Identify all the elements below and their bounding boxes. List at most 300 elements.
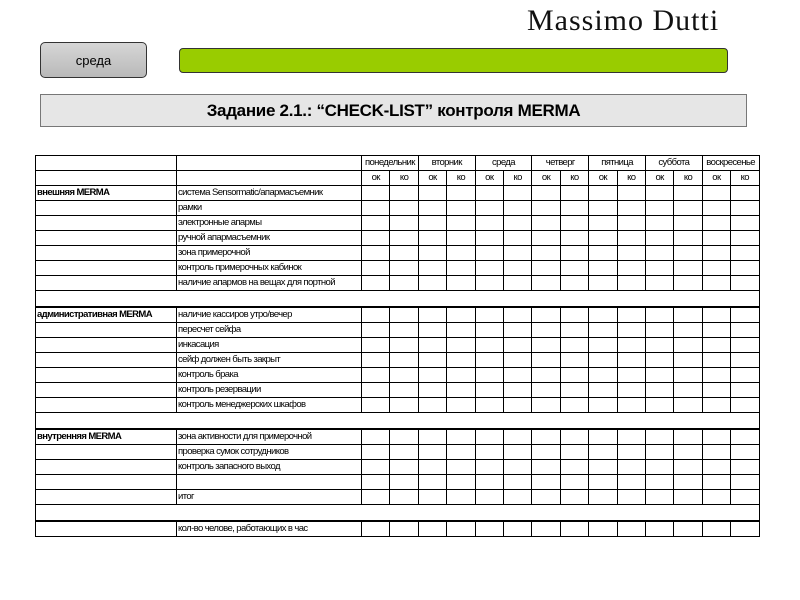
check-cell[interactable] bbox=[475, 475, 503, 490]
check-cell[interactable] bbox=[674, 383, 702, 398]
check-cell[interactable] bbox=[731, 186, 759, 201]
check-cell[interactable] bbox=[589, 307, 617, 323]
check-cell[interactable] bbox=[475, 353, 503, 368]
check-cell[interactable] bbox=[560, 445, 588, 460]
check-cell[interactable] bbox=[560, 246, 588, 261]
check-cell[interactable] bbox=[645, 368, 673, 383]
check-cell[interactable] bbox=[731, 383, 759, 398]
check-cell[interactable] bbox=[674, 231, 702, 246]
check-cell[interactable] bbox=[362, 460, 390, 475]
ko-header: ко bbox=[390, 171, 418, 186]
check-cell[interactable] bbox=[702, 201, 730, 216]
check-cell[interactable] bbox=[589, 338, 617, 353]
check-cell[interactable] bbox=[390, 246, 418, 261]
check-cell[interactable] bbox=[418, 383, 446, 398]
check-cell[interactable] bbox=[674, 460, 702, 475]
check-cell[interactable] bbox=[731, 231, 759, 246]
check-cell[interactable] bbox=[532, 490, 560, 505]
check-cell[interactable] bbox=[362, 231, 390, 246]
check-cell[interactable] bbox=[418, 231, 446, 246]
check-cell[interactable] bbox=[475, 186, 503, 201]
check-cell[interactable] bbox=[532, 521, 560, 537]
check-cell[interactable] bbox=[475, 246, 503, 261]
check-cell[interactable] bbox=[589, 246, 617, 261]
check-cell[interactable] bbox=[702, 338, 730, 353]
check-cell[interactable] bbox=[674, 398, 702, 413]
check-cell[interactable] bbox=[702, 231, 730, 246]
check-cell[interactable] bbox=[645, 398, 673, 413]
check-cell[interactable] bbox=[589, 186, 617, 201]
check-cell[interactable] bbox=[731, 338, 759, 353]
check-cell[interactable] bbox=[617, 445, 645, 460]
check-cell[interactable] bbox=[731, 398, 759, 413]
check-cell[interactable] bbox=[447, 231, 475, 246]
check-cell[interactable] bbox=[447, 216, 475, 231]
check-cell[interactable] bbox=[390, 475, 418, 490]
check-cell[interactable] bbox=[362, 276, 390, 291]
check-cell[interactable] bbox=[475, 261, 503, 276]
check-cell[interactable] bbox=[589, 323, 617, 338]
section-cell bbox=[36, 383, 177, 398]
check-cell[interactable] bbox=[362, 186, 390, 201]
check-cell[interactable] bbox=[645, 475, 673, 490]
check-cell[interactable] bbox=[362, 383, 390, 398]
check-cell[interactable] bbox=[390, 490, 418, 505]
check-cell[interactable] bbox=[447, 186, 475, 201]
check-cell[interactable] bbox=[674, 475, 702, 490]
check-cell[interactable] bbox=[362, 521, 390, 537]
check-cell[interactable] bbox=[447, 475, 475, 490]
check-cell[interactable] bbox=[447, 323, 475, 338]
check-cell[interactable] bbox=[674, 216, 702, 231]
check-cell[interactable] bbox=[418, 490, 446, 505]
check-cell[interactable] bbox=[362, 475, 390, 490]
check-cell[interactable] bbox=[532, 261, 560, 276]
check-cell[interactable] bbox=[645, 323, 673, 338]
section-cell bbox=[36, 261, 177, 276]
check-cell[interactable] bbox=[617, 201, 645, 216]
check-cell[interactable] bbox=[475, 490, 503, 505]
check-cell[interactable] bbox=[362, 445, 390, 460]
check-cell[interactable] bbox=[645, 246, 673, 261]
check-cell[interactable] bbox=[362, 201, 390, 216]
check-cell[interactable] bbox=[674, 323, 702, 338]
section-cell: внешняя MERMA bbox=[36, 186, 177, 201]
check-cell[interactable] bbox=[645, 383, 673, 398]
spacer-row bbox=[36, 291, 760, 308]
section-cell bbox=[36, 353, 177, 368]
check-cell[interactable] bbox=[731, 460, 759, 475]
check-cell[interactable] bbox=[475, 368, 503, 383]
check-cell[interactable] bbox=[362, 246, 390, 261]
check-cell[interactable] bbox=[532, 475, 560, 490]
check-cell[interactable] bbox=[589, 231, 617, 246]
check-cell[interactable] bbox=[503, 383, 531, 398]
check-cell[interactable] bbox=[560, 383, 588, 398]
check-cell[interactable] bbox=[617, 383, 645, 398]
check-cell[interactable] bbox=[674, 246, 702, 261]
check-cell[interactable] bbox=[447, 368, 475, 383]
check-cell[interactable] bbox=[532, 186, 560, 201]
check-cell[interactable] bbox=[617, 276, 645, 291]
check-cell[interactable] bbox=[702, 398, 730, 413]
check-cell[interactable] bbox=[447, 398, 475, 413]
check-cell[interactable] bbox=[532, 216, 560, 231]
check-cell[interactable] bbox=[503, 475, 531, 490]
check-cell[interactable] bbox=[532, 307, 560, 323]
check-cell[interactable] bbox=[674, 429, 702, 445]
ok-header: ок bbox=[418, 171, 446, 186]
check-cell[interactable] bbox=[447, 460, 475, 475]
check-cell[interactable] bbox=[560, 475, 588, 490]
check-cell[interactable] bbox=[589, 276, 617, 291]
check-cell[interactable] bbox=[418, 323, 446, 338]
check-cell[interactable] bbox=[731, 445, 759, 460]
check-cell[interactable] bbox=[731, 490, 759, 505]
check-cell[interactable] bbox=[418, 186, 446, 201]
check-cell[interactable] bbox=[645, 216, 673, 231]
check-cell[interactable] bbox=[390, 338, 418, 353]
item-cell: контроль менеджерских шкафов bbox=[177, 398, 362, 413]
check-cell[interactable] bbox=[418, 398, 446, 413]
check-cell[interactable] bbox=[674, 368, 702, 383]
check-cell[interactable] bbox=[731, 261, 759, 276]
check-cell[interactable] bbox=[702, 307, 730, 323]
check-cell[interactable] bbox=[362, 307, 390, 323]
check-cell[interactable] bbox=[418, 445, 446, 460]
check-cell[interactable] bbox=[589, 216, 617, 231]
check-cell[interactable] bbox=[560, 490, 588, 505]
check-cell[interactable] bbox=[532, 460, 560, 475]
check-cell[interactable] bbox=[475, 307, 503, 323]
check-cell[interactable] bbox=[589, 398, 617, 413]
check-cell[interactable] bbox=[560, 460, 588, 475]
day-header: вторник bbox=[418, 156, 475, 171]
check-cell[interactable] bbox=[702, 216, 730, 231]
check-cell[interactable] bbox=[503, 186, 531, 201]
check-cell[interactable] bbox=[674, 261, 702, 276]
check-cell[interactable] bbox=[362, 338, 390, 353]
check-cell[interactable] bbox=[390, 323, 418, 338]
check-cell[interactable] bbox=[475, 383, 503, 398]
check-cell[interactable] bbox=[390, 398, 418, 413]
section-cell bbox=[36, 398, 177, 413]
check-cell[interactable] bbox=[731, 429, 759, 445]
check-cell[interactable] bbox=[418, 261, 446, 276]
check-cell[interactable] bbox=[390, 383, 418, 398]
check-cell[interactable] bbox=[617, 353, 645, 368]
check-cell[interactable] bbox=[674, 186, 702, 201]
item-cell: ручной апармасъемник bbox=[177, 231, 362, 246]
check-cell[interactable] bbox=[560, 216, 588, 231]
check-cell[interactable] bbox=[475, 323, 503, 338]
item-cell: наличие кассиров утро/вечер bbox=[177, 307, 362, 323]
check-cell[interactable] bbox=[390, 307, 418, 323]
check-cell[interactable] bbox=[447, 246, 475, 261]
check-cell[interactable] bbox=[390, 276, 418, 291]
check-cell[interactable] bbox=[447, 276, 475, 291]
check-cell[interactable] bbox=[503, 201, 531, 216]
check-cell[interactable] bbox=[390, 429, 418, 445]
check-cell[interactable] bbox=[418, 338, 446, 353]
check-cell[interactable] bbox=[702, 368, 730, 383]
check-cell[interactable] bbox=[617, 490, 645, 505]
check-cell[interactable] bbox=[532, 323, 560, 338]
check-cell[interactable] bbox=[475, 521, 503, 537]
check-cell[interactable] bbox=[532, 368, 560, 383]
check-cell[interactable] bbox=[702, 261, 730, 276]
check-cell[interactable] bbox=[617, 216, 645, 231]
check-cell[interactable] bbox=[362, 429, 390, 445]
check-cell[interactable] bbox=[532, 231, 560, 246]
check-cell[interactable] bbox=[390, 445, 418, 460]
check-cell[interactable] bbox=[617, 368, 645, 383]
check-cell[interactable] bbox=[731, 201, 759, 216]
check-cell[interactable] bbox=[390, 368, 418, 383]
check-cell[interactable] bbox=[645, 276, 673, 291]
check-cell[interactable] bbox=[503, 323, 531, 338]
check-cell[interactable] bbox=[645, 521, 673, 537]
check-cell[interactable] bbox=[560, 307, 588, 323]
check-cell[interactable] bbox=[731, 475, 759, 490]
check-cell[interactable] bbox=[475, 216, 503, 231]
check-cell[interactable] bbox=[674, 445, 702, 460]
check-cell[interactable] bbox=[418, 353, 446, 368]
check-cell[interactable] bbox=[475, 398, 503, 413]
check-cell[interactable] bbox=[503, 261, 531, 276]
check-cell[interactable] bbox=[702, 186, 730, 201]
check-cell[interactable] bbox=[362, 261, 390, 276]
check-cell[interactable] bbox=[447, 383, 475, 398]
check-cell[interactable] bbox=[702, 521, 730, 537]
check-cell[interactable] bbox=[503, 231, 531, 246]
check-cell[interactable] bbox=[560, 429, 588, 445]
check-cell[interactable] bbox=[475, 201, 503, 216]
check-cell[interactable] bbox=[560, 186, 588, 201]
check-cell[interactable] bbox=[503, 368, 531, 383]
check-cell[interactable] bbox=[560, 201, 588, 216]
check-cell[interactable] bbox=[617, 475, 645, 490]
check-cell[interactable] bbox=[731, 307, 759, 323]
table-row bbox=[36, 216, 760, 231]
check-cell[interactable] bbox=[702, 490, 730, 505]
check-cell[interactable] bbox=[702, 475, 730, 490]
check-cell[interactable] bbox=[702, 460, 730, 475]
check-cell[interactable] bbox=[617, 261, 645, 276]
check-cell[interactable] bbox=[645, 338, 673, 353]
check-cell[interactable] bbox=[447, 353, 475, 368]
check-cell[interactable] bbox=[503, 216, 531, 231]
check-cell[interactable] bbox=[731, 368, 759, 383]
check-cell[interactable] bbox=[390, 460, 418, 475]
section-cell bbox=[36, 231, 177, 246]
check-cell[interactable] bbox=[702, 353, 730, 368]
check-cell[interactable] bbox=[645, 201, 673, 216]
check-cell[interactable] bbox=[447, 429, 475, 445]
check-cell[interactable] bbox=[362, 490, 390, 505]
check-cell[interactable] bbox=[503, 276, 531, 291]
check-cell[interactable] bbox=[418, 429, 446, 445]
check-cell[interactable] bbox=[503, 353, 531, 368]
check-cell[interactable] bbox=[617, 398, 645, 413]
check-cell[interactable] bbox=[475, 231, 503, 246]
check-cell[interactable] bbox=[674, 353, 702, 368]
check-cell[interactable] bbox=[589, 201, 617, 216]
check-cell[interactable] bbox=[645, 429, 673, 445]
check-cell[interactable] bbox=[617, 460, 645, 475]
check-cell[interactable] bbox=[617, 429, 645, 445]
check-cell[interactable] bbox=[362, 398, 390, 413]
check-cell[interactable] bbox=[702, 246, 730, 261]
check-cell[interactable] bbox=[503, 521, 531, 537]
check-cell[interactable] bbox=[362, 323, 390, 338]
check-cell[interactable] bbox=[702, 323, 730, 338]
check-cell[interactable] bbox=[589, 460, 617, 475]
check-cell[interactable] bbox=[390, 201, 418, 216]
check-cell[interactable] bbox=[560, 231, 588, 246]
check-cell[interactable] bbox=[390, 521, 418, 537]
item-cell: рамки bbox=[177, 201, 362, 216]
check-cell[interactable] bbox=[503, 490, 531, 505]
check-cell[interactable] bbox=[617, 323, 645, 338]
check-cell[interactable] bbox=[532, 398, 560, 413]
check-cell[interactable] bbox=[589, 475, 617, 490]
check-cell[interactable] bbox=[447, 490, 475, 505]
check-cell[interactable] bbox=[645, 460, 673, 475]
check-cell[interactable] bbox=[589, 445, 617, 460]
check-cell[interactable] bbox=[589, 521, 617, 537]
check-cell[interactable] bbox=[645, 490, 673, 505]
check-cell[interactable] bbox=[589, 383, 617, 398]
check-cell[interactable] bbox=[503, 398, 531, 413]
check-cell[interactable] bbox=[447, 338, 475, 353]
check-cell[interactable] bbox=[475, 338, 503, 353]
check-cell[interactable] bbox=[589, 353, 617, 368]
check-cell[interactable] bbox=[589, 429, 617, 445]
check-cell[interactable] bbox=[475, 429, 503, 445]
check-cell[interactable] bbox=[418, 216, 446, 231]
check-cell[interactable] bbox=[702, 445, 730, 460]
check-cell[interactable] bbox=[503, 246, 531, 261]
check-cell[interactable] bbox=[362, 368, 390, 383]
check-cell[interactable] bbox=[532, 338, 560, 353]
check-cell[interactable] bbox=[503, 338, 531, 353]
check-cell[interactable] bbox=[589, 490, 617, 505]
check-cell[interactable] bbox=[560, 521, 588, 537]
check-cell[interactable] bbox=[532, 429, 560, 445]
check-cell[interactable] bbox=[362, 353, 390, 368]
check-cell[interactable] bbox=[617, 231, 645, 246]
check-cell[interactable] bbox=[674, 276, 702, 291]
check-cell[interactable] bbox=[418, 201, 446, 216]
check-cell[interactable] bbox=[532, 445, 560, 460]
check-cell[interactable] bbox=[503, 445, 531, 460]
check-cell[interactable] bbox=[475, 276, 503, 291]
check-cell[interactable] bbox=[418, 460, 446, 475]
check-cell[interactable] bbox=[532, 246, 560, 261]
check-cell[interactable] bbox=[731, 353, 759, 368]
check-cell[interactable] bbox=[702, 383, 730, 398]
check-cell[interactable] bbox=[560, 276, 588, 291]
check-cell[interactable] bbox=[447, 261, 475, 276]
check-cell[interactable] bbox=[418, 276, 446, 291]
check-cell[interactable] bbox=[702, 429, 730, 445]
check-cell[interactable] bbox=[589, 261, 617, 276]
check-cell[interactable] bbox=[560, 398, 588, 413]
check-cell[interactable] bbox=[674, 201, 702, 216]
check-cell[interactable] bbox=[362, 216, 390, 231]
check-cell[interactable] bbox=[418, 307, 446, 323]
check-cell[interactable] bbox=[731, 246, 759, 261]
item-cell: итог bbox=[177, 490, 362, 505]
check-cell[interactable] bbox=[447, 307, 475, 323]
check-cell[interactable] bbox=[390, 186, 418, 201]
check-cell[interactable] bbox=[560, 261, 588, 276]
check-cell[interactable] bbox=[617, 307, 645, 323]
check-cell[interactable] bbox=[447, 521, 475, 537]
check-cell[interactable] bbox=[503, 429, 531, 445]
check-cell[interactable] bbox=[617, 521, 645, 537]
check-cell[interactable] bbox=[589, 368, 617, 383]
checklist-table bbox=[35, 155, 760, 537]
check-cell[interactable] bbox=[560, 323, 588, 338]
check-cell[interactable] bbox=[503, 460, 531, 475]
check-cell[interactable] bbox=[390, 353, 418, 368]
check-cell[interactable] bbox=[503, 307, 531, 323]
check-cell[interactable] bbox=[532, 383, 560, 398]
check-cell[interactable] bbox=[731, 323, 759, 338]
check-cell[interactable] bbox=[475, 445, 503, 460]
check-cell[interactable] bbox=[731, 216, 759, 231]
check-cell[interactable] bbox=[617, 246, 645, 261]
check-cell[interactable] bbox=[390, 261, 418, 276]
check-cell[interactable] bbox=[645, 353, 673, 368]
check-cell[interactable] bbox=[418, 521, 446, 537]
section-cell bbox=[36, 323, 177, 338]
check-cell[interactable] bbox=[645, 186, 673, 201]
check-cell[interactable] bbox=[390, 216, 418, 231]
check-cell[interactable] bbox=[418, 368, 446, 383]
check-cell[interactable] bbox=[532, 276, 560, 291]
check-cell[interactable] bbox=[560, 353, 588, 368]
check-cell[interactable] bbox=[418, 246, 446, 261]
check-cell[interactable] bbox=[645, 231, 673, 246]
check-cell[interactable] bbox=[645, 445, 673, 460]
table-row bbox=[36, 261, 760, 276]
check-cell[interactable] bbox=[617, 338, 645, 353]
check-cell[interactable] bbox=[645, 307, 673, 323]
check-cell[interactable] bbox=[674, 338, 702, 353]
check-cell[interactable] bbox=[645, 261, 673, 276]
check-cell[interactable] bbox=[674, 521, 702, 537]
check-cell[interactable] bbox=[731, 276, 759, 291]
check-cell[interactable] bbox=[702, 276, 730, 291]
check-cell[interactable] bbox=[617, 186, 645, 201]
check-cell[interactable] bbox=[447, 201, 475, 216]
check-cell[interactable] bbox=[447, 445, 475, 460]
check-cell[interactable] bbox=[418, 475, 446, 490]
check-cell[interactable] bbox=[475, 460, 503, 475]
check-cell[interactable] bbox=[560, 338, 588, 353]
check-cell[interactable] bbox=[560, 368, 588, 383]
check-cell[interactable] bbox=[674, 490, 702, 505]
day-button[interactable] bbox=[40, 42, 147, 78]
check-cell[interactable] bbox=[532, 201, 560, 216]
check-cell[interactable] bbox=[731, 521, 759, 537]
check-cell[interactable] bbox=[390, 231, 418, 246]
check-cell[interactable] bbox=[674, 307, 702, 323]
check-cell[interactable] bbox=[532, 353, 560, 368]
